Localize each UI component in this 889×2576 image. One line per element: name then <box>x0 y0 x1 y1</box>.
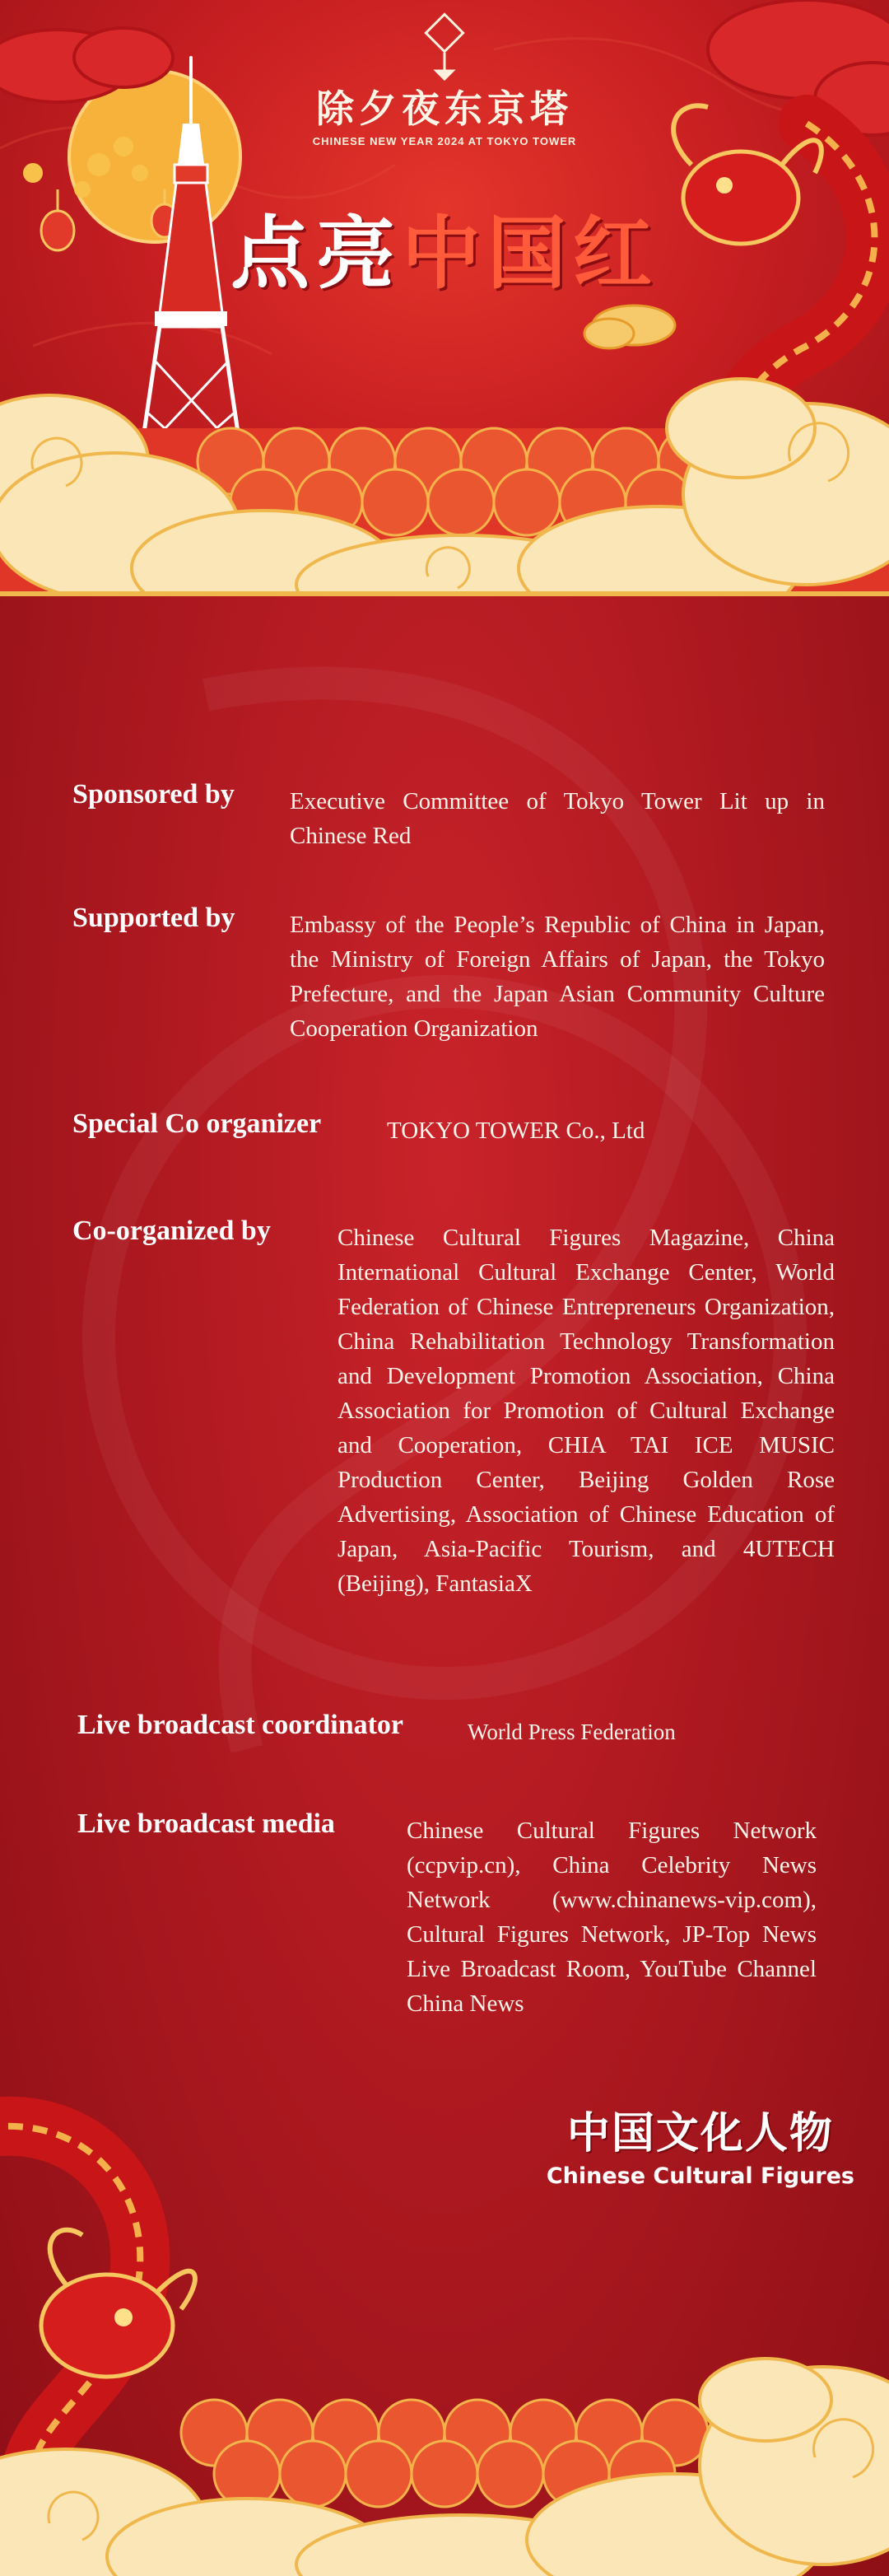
credit-label: Special Co organizer <box>72 1108 322 1139</box>
banner <box>0 0 889 596</box>
banner-slogan <box>0 191 889 304</box>
slogan-part-a: 点亮 <box>230 207 402 300</box>
credit-value: Chinese Cultural Figures Network (ccpvip.cn), China Celebrity News Network (www.chinanews-vip.com), Cultural Figures Network, JP-Top News Live Broadcast Room, YouTube Channel China News <box>407 1818 817 2017</box>
slogan-part-b: 中国红 <box>402 207 659 300</box>
credit-value: Chinese Cultural Figures Magazine, China International Cultural Exchange Center, World Federation of Chinese Entrepreneurs Organization, China Rehabilitation Technology Transformation and Development Promotion Association, China Association for Promotion of Cultural Exchange and Cooperation, CHIA TAI ICE MUSIC Production Center, Beijing Golden Rose Advertising, Association of Chinese Education of Japan, Asia-Pacific Tourism, and 4UTECH (Beijing), FantasiaX <box>337 1225 835 1597</box>
credit-label: Co-organized by <box>72 1216 271 1246</box>
credits-section <box>0 596 889 2079</box>
banner-title-cn: 除夕夜东京塔 <box>316 86 573 131</box>
credit-value: TOKYO TOWER Co., Ltd <box>387 1118 645 1144</box>
credit-label: Sponsored by <box>72 779 235 810</box>
credit-label: Live broadcast media <box>77 1808 335 1839</box>
logo-cn: 中国文化人物 <box>566 2108 834 2158</box>
credit-label: Supported by <box>72 903 235 933</box>
credit-value: Embassy of the People’s Republic of China in Japan, the Ministry of Foreign Affairs of Japan, the Tokyo Prefecture, and the Japan Asian Community Culture Cooperation Organization <box>290 912 825 1042</box>
logo-en: Chinese Cultural Figures <box>546 2163 854 2189</box>
credit-label: Live broadcast coordinator <box>77 1710 404 1740</box>
credit-value: World Press Federation <box>468 1720 676 1744</box>
credit-value: Executive Committee of Tokyo Tower Lit up in Chinese Red <box>290 788 825 849</box>
chinese-knot-icon <box>426 14 463 79</box>
brand-logo <box>547 2098 854 2189</box>
banner-title-en: CHINESE NEW YEAR 2024 AT TOKYO TOWER <box>312 135 577 147</box>
